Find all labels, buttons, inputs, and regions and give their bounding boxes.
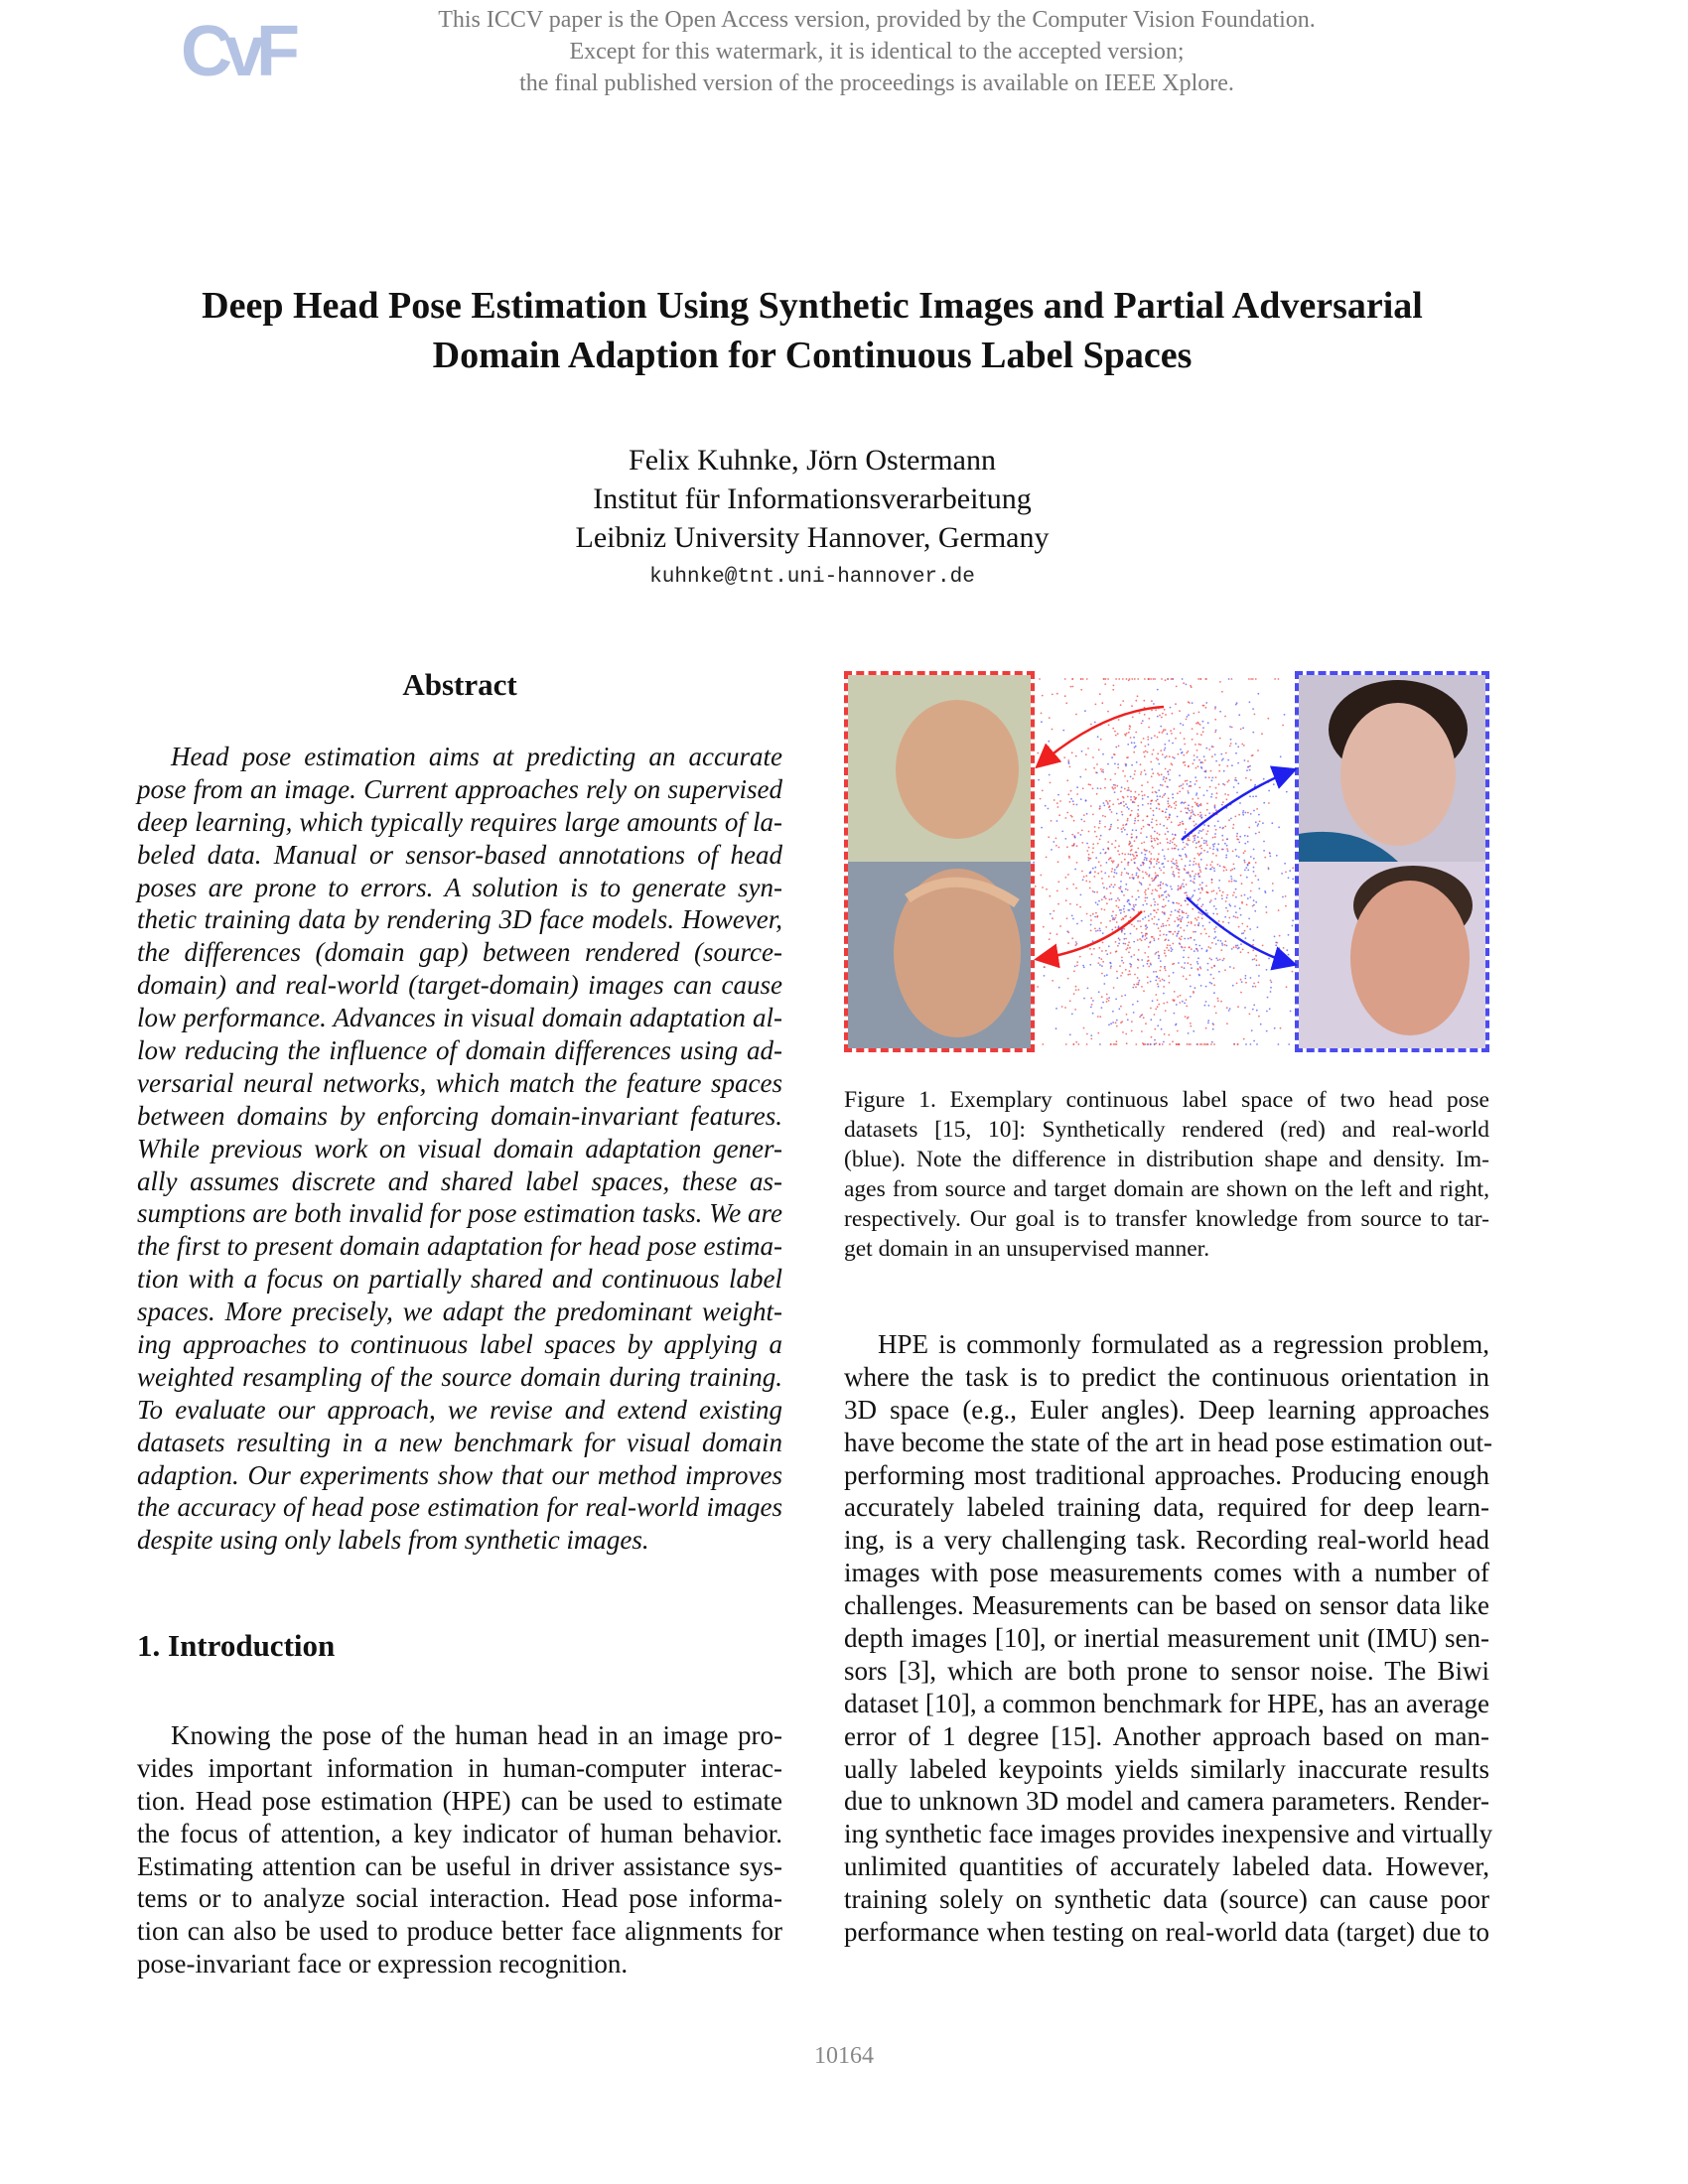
text-line: Head pose estimation aims at predicting an accurate [171, 742, 782, 771]
text-line: low reducing the influence of domain differences using ad- [137, 1035, 782, 1066]
arrow-source-bottom [1039, 911, 1142, 959]
page-number: 10164 [814, 2043, 874, 2069]
right-column-text [844, 1328, 1493, 1949]
text-line: tion can also be used to produce better face alignments for [137, 1916, 782, 1947]
watermark-line: Except for this watermark, it is identical to the accepted version; [569, 39, 1185, 65]
author-university: Leibniz University Hannover, Germany [575, 521, 1050, 554]
text-line: Estimating attention can be useful in driver assistance sys- [137, 1850, 782, 1881]
text-line: performance when testing on real-world data (target) due to [844, 1917, 1489, 1948]
text-line: domain) and real-world (target-domain) images can cause [137, 970, 782, 1001]
arrow-source-top [1039, 707, 1164, 765]
text-line: despite using only labels from synthetic images. [137, 1525, 649, 1556]
text-line: To evaluate our approach, we revise and extend existing [137, 1394, 782, 1425]
watermark-line: the final published version of the proceedings is available on IEEE Xplore. [519, 70, 1234, 96]
abstract-text [137, 741, 782, 1557]
text-line: versarial neural networks, which match the feature spaces [137, 1067, 782, 1098]
text-line: Figure 1. Exemplary continuous label space of two head pose [844, 1087, 1489, 1113]
text-line: training solely on synthetic data (source) can cause poor [844, 1884, 1489, 1915]
text-line: performing most traditional approaches. Producing enough [844, 1459, 1489, 1490]
watermark-line: This ICCV paper is the Open Access version, provided by the Computer Vision Foundation. [438, 7, 1316, 33]
text-line: ing, is a very challenging task. Recording real-world head [844, 1525, 1489, 1556]
title-line: Deep Head Pose Estimation Using Synthetic Images and Partial Adversarial [202, 285, 1423, 327]
text-line: between domains by enforcing domain-invariant features. [137, 1100, 782, 1131]
text-line: the first to present domain adaptation for head pose estima- [137, 1231, 782, 1262]
text-line: (blue). Note the difference in distribution shape and density. Im- [844, 1147, 1489, 1172]
text-line: deep learning, which typically requires large amounts of la- [137, 806, 782, 837]
text-line: respectively. Our goal is to transfer knowledge from source to tar- [844, 1206, 1489, 1232]
text-line: Knowing the pose of the human head in an image pro- [171, 1720, 782, 1750]
text-line: unlimited quantities of accurately labeled data. However, [844, 1851, 1489, 1882]
figure-1 [844, 671, 1489, 1052]
title-line: Domain Adaption for Continuous Label Spaces [432, 335, 1193, 376]
text-line: tion. Head pose estimation (HPE) can be used to estimate [137, 1785, 782, 1816]
text-line: datasets [15, 10]: Synthetically rendered (red) and real-world [844, 1117, 1489, 1143]
text-line: error of 1 degree [15]. Another approach based on man- [844, 1720, 1489, 1751]
text-line: dataset [10], a common benchmark for HPE, has an average [844, 1688, 1489, 1718]
author-email: kuhnke@tnt.uni-hannover.de [649, 566, 975, 589]
text-line: challenges. Measurements can be based on sensor data like [844, 1590, 1489, 1621]
text-line: sors [3], which are both prone to sensor noise. The Biwi [844, 1655, 1489, 1686]
text-line: the differences (domain gap) between rendered (source- [137, 937, 782, 968]
text-line: spaces. More precisely, we adapt the predominant weight- [137, 1297, 782, 1327]
text-line: have become the state of the art in head pose estimation out- [844, 1427, 1493, 1457]
abstract-heading: Abstract [402, 667, 517, 702]
text-line: pose-invariant face or expression recognition. [137, 1949, 629, 1979]
text-line: thetic training data by rendering 3D face models. However, [137, 904, 782, 935]
text-line: sumptions are both invalid for pose estimation tasks. We are [137, 1198, 782, 1229]
text-line: ing synthetic face images provides inexpensive and virtually [844, 1819, 1493, 1849]
text-line: where the task is to predict the continuous orientation in [844, 1361, 1489, 1392]
text-line: HPE is commonly formulated as a regression problem, [878, 1329, 1489, 1359]
text-line: accurately labeled training data, required for deep learn- [844, 1492, 1489, 1523]
arrow-target-top [1182, 770, 1293, 840]
author-block [0, 441, 1624, 557]
figure-1-caption [844, 1085, 1489, 1264]
text-line: vides important information in human-computer interac- [137, 1752, 782, 1783]
text-line: 3D space (e.g., Euler angles). Deep learning approaches [844, 1394, 1489, 1425]
text-line: the accuracy of head pose estimation for real-world images [137, 1492, 782, 1523]
text-line: images with pose measurements comes with a number of [844, 1558, 1489, 1588]
author-institute: Institut für Informationsverarbeitung [593, 482, 1032, 515]
paper-title [0, 281, 1624, 380]
text-line: low performance. Advances in visual domain adaptation al- [137, 1003, 782, 1033]
text-line: get domain in an unsupervised manner. [844, 1236, 1210, 1262]
text-line: depth images [10], or inertial measurement unit (IMU) sen- [844, 1623, 1489, 1654]
text-line: tems or to analyze social interaction. Head pose informa- [137, 1883, 782, 1914]
text-line: tion with a focus on partially shared and continuous label [137, 1264, 782, 1295]
text-line: ages from source and target domain are shown on the left and right, [844, 1176, 1489, 1202]
arrow-target-bottom [1187, 897, 1293, 964]
text-line: ually labeled keypoints yields similarly inaccurate results [844, 1753, 1489, 1784]
text-line: poses are prone to errors. A solution is to generate syn- [137, 872, 782, 902]
text-line: adaption. Our experiments show that our method improves [137, 1459, 782, 1490]
introduction-heading: 1. Introduction [137, 1628, 336, 1663]
text-line: ing approaches to continuous label spaces by applying a [137, 1329, 782, 1360]
text-line: beled data. Manual or sensor-based annotations of head [137, 839, 782, 870]
svg-text:CvF: CvF [181, 14, 293, 91]
text-line: weighted resampling of the source domain during training. [137, 1361, 782, 1392]
text-line: While previous work on visual domain adaptation gener- [137, 1133, 782, 1163]
introduction-text [137, 1719, 782, 1980]
text-line: ally assumes discrete and shared label spaces, these as- [137, 1165, 782, 1196]
text-line: datasets resulting in a new benchmark for visual domain [137, 1427, 782, 1457]
text-line: due to unknown 3D model and camera parameters. Render- [844, 1786, 1489, 1817]
author-names: Felix Kuhnke, Jörn Ostermann [629, 444, 996, 477]
text-line: the focus of attention, a key indicator of human behavior. [137, 1818, 782, 1848]
figure-arrows [844, 671, 1489, 1052]
text-line: pose from an image. Current approaches rely on supervised [137, 773, 782, 804]
